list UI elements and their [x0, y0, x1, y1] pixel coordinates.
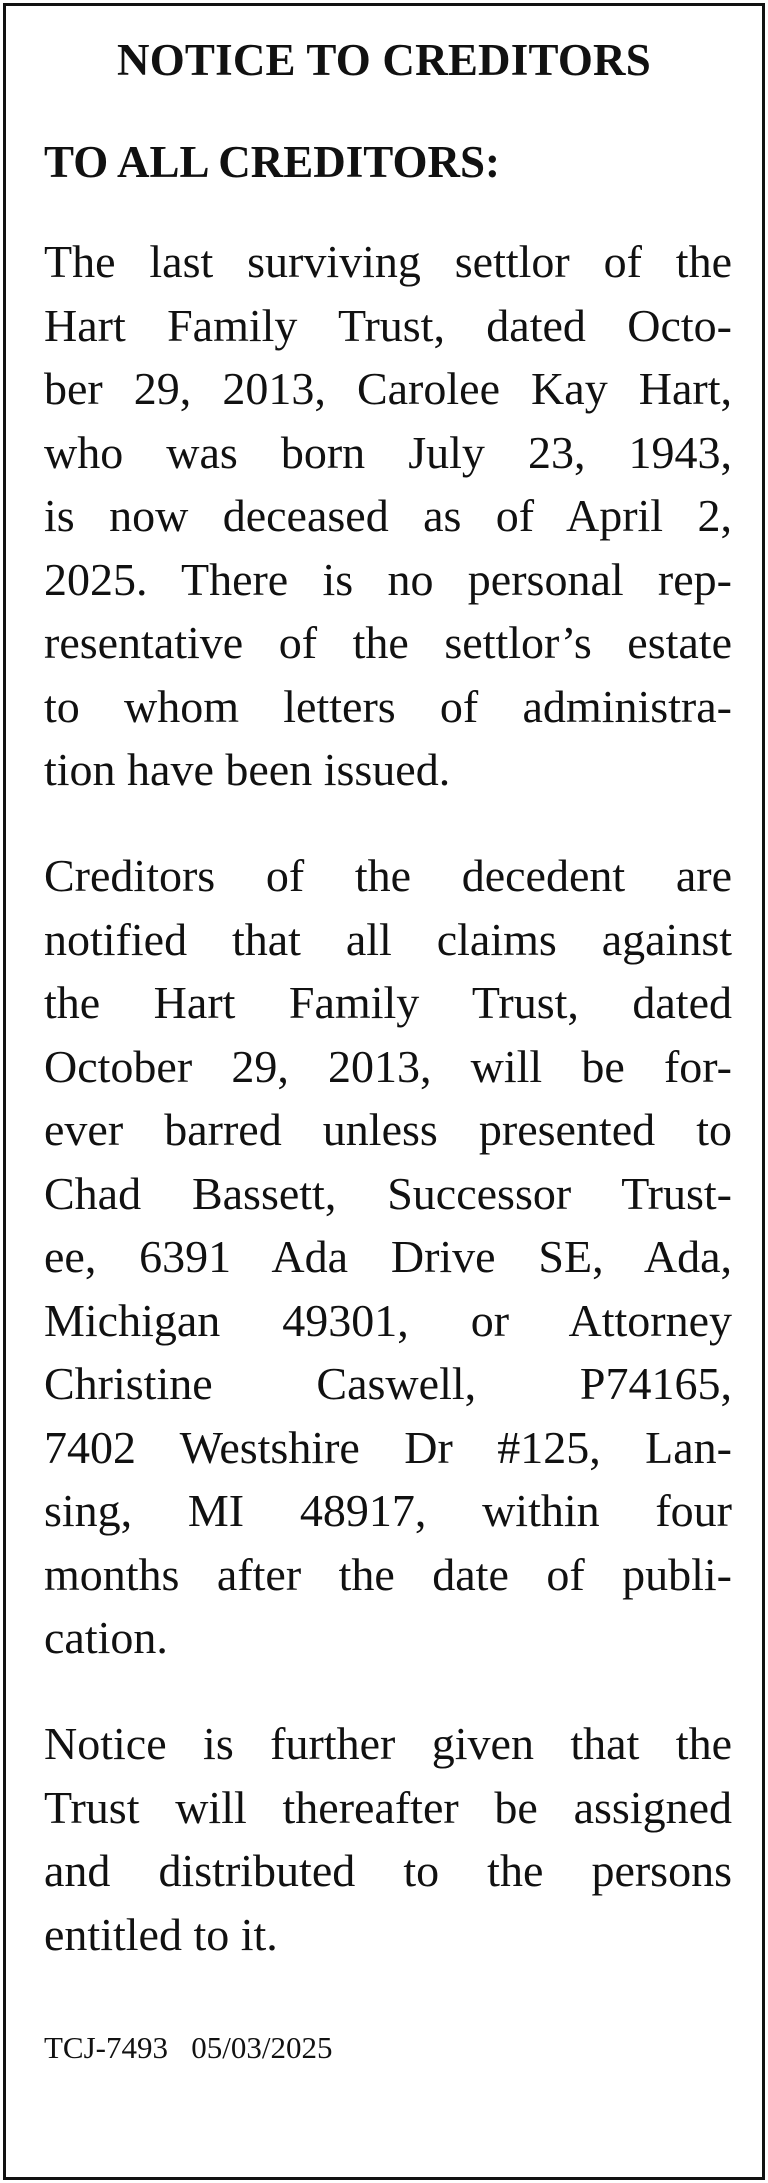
paragraph-line: Chad Bassett, Successor Trust-	[44, 1167, 732, 1219]
paragraph-line: Creditors of the decedent are	[44, 850, 732, 901]
paragraph-line: ber 29, 2013, Carolee Kay Hart,	[44, 363, 732, 414]
paragraph-line: Michigan 49301, or Attorney	[44, 1294, 732, 1346]
paragraph-line: The last surviving settlor of the	[44, 236, 732, 287]
paragraph-line: entitled to it.	[44, 1908, 278, 1960]
notice-title: NOTICE TO CREDITORS	[117, 35, 651, 85]
publication-date: 05/03/2025	[191, 2030, 333, 2065]
notice-salutation: TO ALL CREDITORS:	[44, 137, 500, 187]
paragraph-line: who was born July 23, 1943,	[44, 426, 732, 478]
paragraph-line: Hart Family Trust, dated Octo-	[44, 299, 732, 351]
paragraph-line: resentative of the settlor’s estate	[44, 617, 732, 668]
paragraph-line: Christine Caswell, P74165,	[44, 1358, 732, 1409]
notice-paragraph-claims	[44, 844, 732, 1670]
paragraph-line: 2025. There is no personal rep-	[44, 553, 732, 605]
paragraph-line: to whom letters of administra-	[44, 680, 732, 732]
paragraph-line: 7402 Westshire Dr #125, Lan-	[44, 1421, 732, 1473]
paragraph-line: months after the date of publi-	[44, 1548, 732, 1600]
publication-reference: TCJ-7493	[44, 2030, 168, 2065]
notice-footer	[44, 2028, 332, 2068]
notice-paragraph-settlor	[44, 230, 732, 802]
paragraph-line: cation.	[44, 1612, 168, 1663]
paragraph-line: sing, MI 48917, within four	[44, 1485, 732, 1536]
paragraph-line: notified that all claims against	[44, 913, 732, 965]
paragraph-line: Trust will thereafter be assigned	[44, 1781, 732, 1833]
paragraph-line: and distributed to the persons	[44, 1845, 732, 1896]
paragraph-line: is now deceased as of April 2,	[44, 490, 732, 541]
paragraph-line: Notice is further given that the	[44, 1718, 732, 1769]
paragraph-line: October 29, 2013, will be for-	[44, 1040, 732, 1092]
paragraph-line: ee, 6391 Ada Drive SE, Ada,	[44, 1231, 732, 1282]
paragraph-line: tion have been issued.	[44, 744, 451, 795]
notice-paragraph-distribution	[44, 1712, 732, 1966]
legal-notice-box	[3, 3, 765, 2180]
paragraph-line: ever barred unless presented to	[44, 1104, 732, 1155]
paragraph-line: the Hart Family Trust, dated	[44, 977, 732, 1028]
